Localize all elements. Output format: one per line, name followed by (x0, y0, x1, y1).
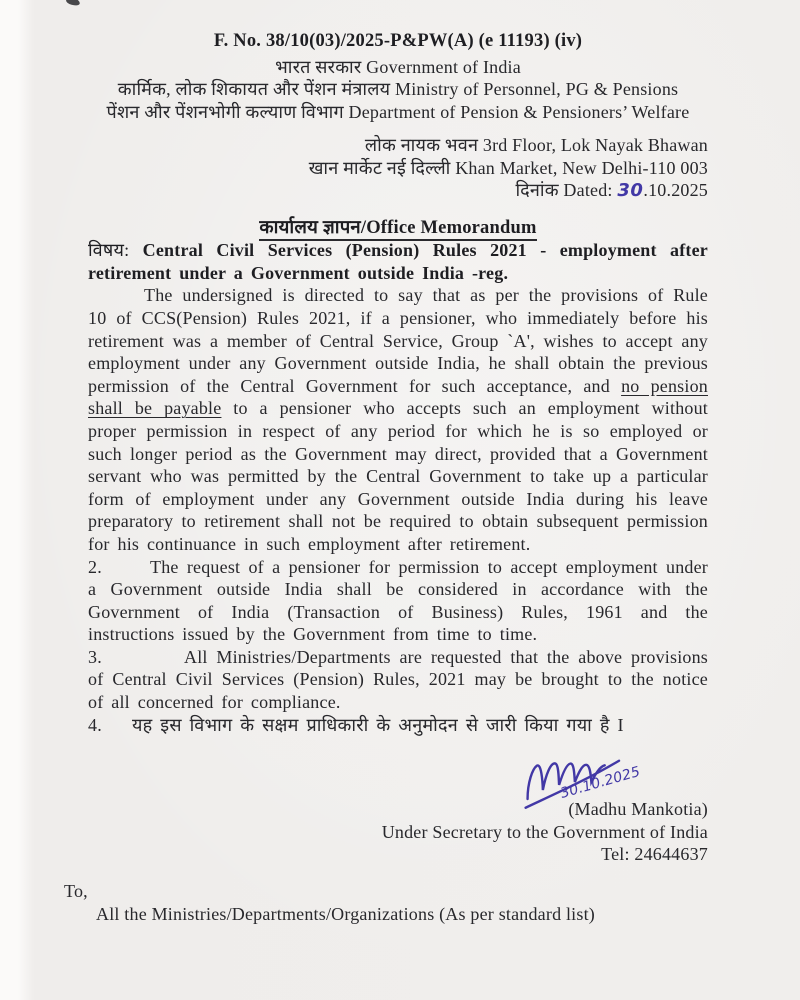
signature-scribble (510, 740, 680, 812)
para4-text: यह इस विभाग के सक्षम प्राधिकारी के अनुमोदन से जारी किया गया है I (132, 714, 624, 735)
subject-label: विषय: (88, 240, 130, 261)
address-line-1: लोक नायक भवन 3rd Floor, Lok Nayak Bhawan (364, 135, 708, 156)
subject-line (88, 239, 708, 284)
para1-text-continued: to a pensioner who accepts such an employment without proper permission in respect of any period for which he is so employed or such longer period as the Government may direct, provided that a Government servant who was permitted by the Central Government to take up a particular form of employment under any Government outside India during his leave preparatory to retirement shall not be required to obtain subsequent permission for his continuance in such employment after retirement. (88, 398, 708, 554)
para3-text: All Ministries/Departments are requested that the above provisions of Central Civil Services (Pension) Rules, 2021 may be brought to the notice of all concerned for compliance. (88, 646, 708, 713)
file-number: F. No. 38/10(03)/2025-P&PW(A) (e 11193) (iv) (213, 31, 583, 51)
to-label: To, (64, 880, 88, 901)
memo-title: कार्यालय ज्ञापन/Office Memorandum (88, 216, 708, 240)
scan-artifact (65, 0, 80, 7)
paragraph-1 (88, 284, 708, 555)
subject-text: Central Civil Services (Pension) Rules 2021 - employment after retirement under a Government outside India -reg. (88, 240, 708, 283)
address-line-2: खान मार्केट नई दिल्ली Khan Market, New Delhi-110 003 (308, 157, 708, 178)
paragraph-3 (88, 646, 708, 714)
para1-text: The undersigned is directed to say that as per the provisions of Rule 10 of CCS(Pension) Rules 2021, if a pensioner, who immediately before his retirement was a member of Central Service, Group `A', wishes to accept any employment under any Government outside India, he shall obtain the previous permission of the Central Government for such acceptance, and (88, 285, 708, 396)
para2-text: The request of a pensioner for permission to accept employment under a Government outside India shall be considered in accordance with the Government of India (Transaction of Business) Rules, 1961 and the instructions issued by the Government from time to time. (88, 556, 708, 645)
memo-content (64, 30, 708, 926)
government-line: भारत सरकार Government of India (275, 56, 521, 77)
para4-number: 4. (88, 714, 102, 735)
para3-number: 3. (88, 646, 102, 667)
signature-area (88, 738, 708, 802)
date-line (88, 179, 708, 203)
address-block (88, 134, 708, 203)
handwritten-sign-date: 30.10.2025 (558, 764, 643, 803)
recipient-block (64, 880, 708, 926)
handwritten-date-day: 30 (617, 180, 644, 202)
date-printed: .10.2025 (643, 180, 708, 201)
signatory-tel: Tel: 24644637 (601, 844, 708, 865)
recipient-line: All the Ministries/Departments/Organizations (As per standard list) (96, 903, 595, 924)
signatory-name: (Madhu Mankotia) (568, 799, 708, 820)
department-line: पेंशन और पेंशनभोगी कल्याण विभाग Department of Pension & Pensioners’ Welfare (106, 101, 690, 122)
paragraph-4 (88, 714, 708, 737)
paragraph-2 (88, 556, 708, 646)
para2-number: 2. (88, 556, 102, 577)
underlined-phrase: no pension shall be payable (88, 375, 708, 419)
signatory-designation: Under Secretary to the Government of India (381, 821, 708, 842)
ministry-line: कार्मिक, लोक शिकायत और पेंशन मंत्रालय Ministry of Personnel, PG & Pensions (117, 79, 679, 100)
date-label: दिनांक Dated: (515, 180, 618, 201)
